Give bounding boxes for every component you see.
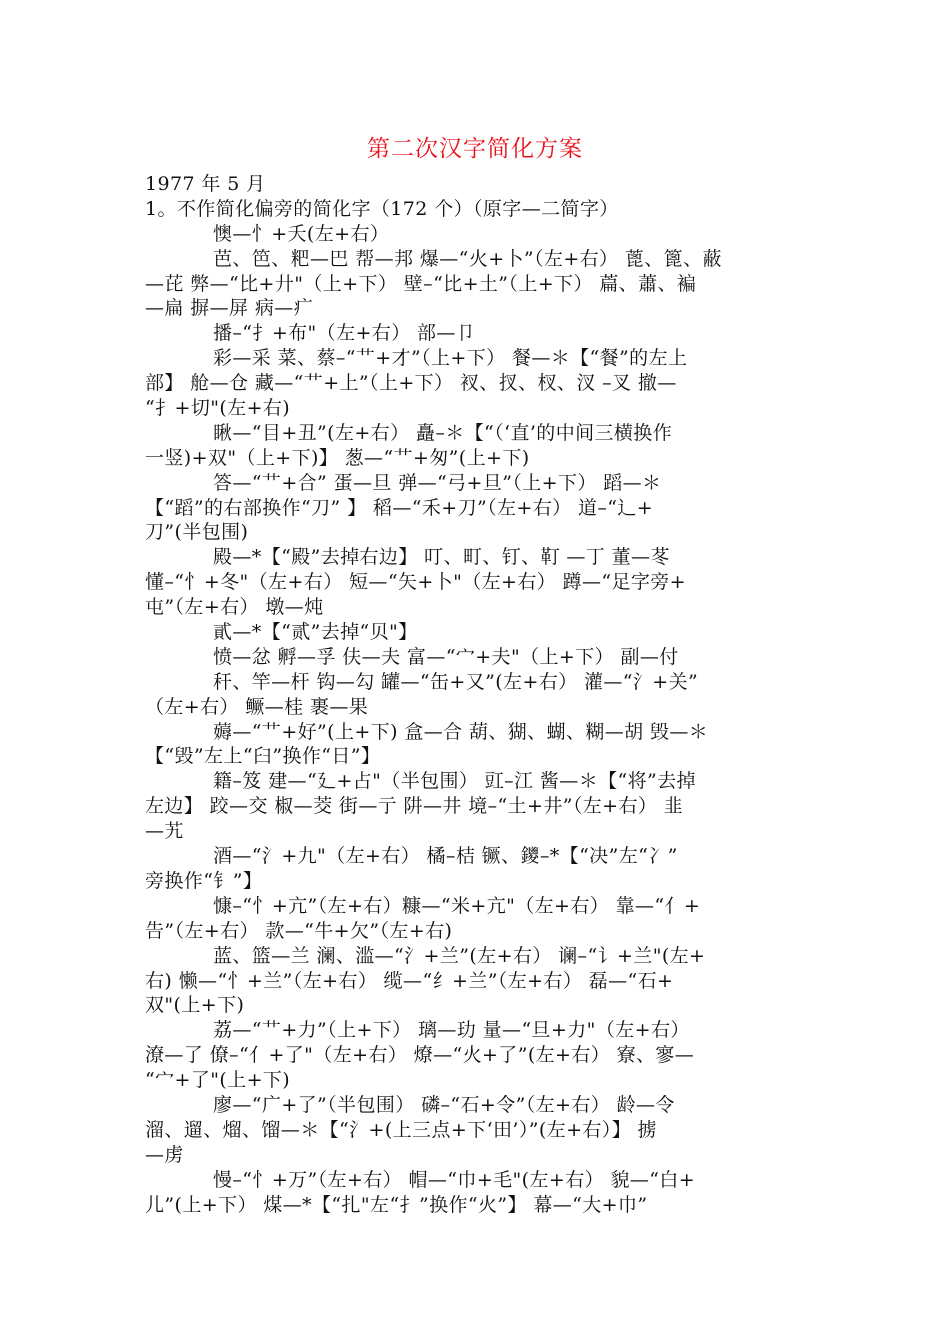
text-line: 秆、竿—杆 钩—勾 罐—“缶+又”(左+右） 灌—“氵+关” (213, 670, 699, 693)
text-line: 旁换作“钅”】 (145, 869, 263, 892)
text-line: 屯”（左+右） 墩—炖 (145, 596, 324, 619)
text-line: 播–“扌+布"（左+右） 部—卩 (213, 322, 476, 345)
text-line: （左+右） 鳜—桂 裹—果 (145, 695, 369, 718)
text-line: 貳—*【“贰”去掉“贝"】 (213, 621, 418, 644)
text-line: 廖—“广+了”（半包围） 磷–“石+令”（左+右） 龄—令 (213, 1093, 675, 1116)
text-line: “扌+切"(左+右) (145, 397, 291, 420)
text-line: —扁 摒—屏 病—疒 (145, 297, 314, 320)
text-line: 【“蹈”的右部换作“刀” 】 稻—“禾+刀”（左+右） 道–“辶+ (145, 496, 654, 519)
text-line: 潦—了 僚–“亻+了"（左+右） 燎—“火+了”(左+右） 寮、寥— (145, 1044, 695, 1067)
text-line: —艽 (145, 820, 184, 843)
text-line: 薅—“艹+好”(上+下) 盒—合 葫、猢、蝴、糊—胡 毁—＊ (213, 720, 709, 743)
document-body (145, 172, 809, 1217)
text-line: 左边】 跤—交 椒—茭 街—亍 阱—井 境–“土+井”（左+右） 韭 (145, 795, 684, 818)
text-line: —虏 (145, 1143, 184, 1166)
document-title: 第二次汉字简化方案 (367, 136, 583, 162)
text-line: 右) 懒—“忄+兰”（左+右） 缆—“纟+兰”（左+右） 磊—“石+ (145, 969, 674, 992)
text-line: 慷–“忄+亢”（左+右）糠—“米+亢"（左+右） 靠—“亻+ (213, 894, 701, 917)
text-line: 告”（左+右） 款—“牛+欠”（左+右) (145, 919, 453, 942)
text-line: 酒—“氵+九"（左+右） 橘–桔 镢、鑁–*【“决”左“冫” (213, 845, 678, 868)
text-line: 答—“艹+合” 蛋—旦 弹—“弓+旦”（上+下） 蹈—＊ (213, 471, 662, 494)
text-line: 部】 舱—仓 藏—“艹+上”（上+下） 衩、扠、杈、汊 –叉 撤— (145, 372, 677, 395)
text-line: 1。不作简化偏旁的简化字（172 个）（原字—二简字） (145, 197, 619, 220)
text-line: —芘 弊—“比+廾"（上+下） 壁–“比+土”（上+下） 萹、蕭、褊 (145, 272, 697, 295)
text-line: 蓝、篮—兰 澜、滥—“氵+兰”(左+右） 谰–“讠+兰"(左+ (213, 944, 706, 967)
text-line: 刀”(半包围) (145, 521, 249, 544)
text-line: 懊—忄+夭(左+右） (213, 222, 390, 245)
text-line: 慢–“忄+万”（左+右） 帽—“巾+毛"(左+右） 貌—“白+ (213, 1168, 696, 1191)
text-line: 芭、笆、粑—巴 帮—邦 爆—“火+卜”（左+右） 蓖、篦、蔽 (213, 247, 722, 270)
text-line: 瞅—“目+丑”(左+右） 矗–＊【“（‘直’的中间三横换作 (213, 421, 673, 444)
text-line: 彩—采 菜、蔡–“艹+才”（上+下） 餐—＊【“餐”的左上 (213, 347, 688, 370)
text-line: “宀+了"(上+下) (145, 1069, 291, 1092)
text-line: 懂–“忄+冬"（左+右） 短—“矢+卜"（左+右） 蹲—“足字旁+ (145, 571, 686, 594)
text-line: 儿”(上+下） 煤—*【“扎"左“扌”换作“火”】 幕—“大+巾” (145, 1193, 648, 1216)
text-line: 【“毁”左上“臼”换作“日”】 (145, 745, 381, 768)
text-line: 籍–笈 建—“廴+占"（半包围） 豇–江 酱—＊【“将”去掉 (213, 770, 696, 793)
text-line: 殿—*【“殿”去掉右边】 叮、町、钉、靪 —丁 董—苳 (213, 546, 670, 569)
text-line: 1977 年 5 月 (145, 173, 266, 195)
text-line: 荔—“艹+力”（上+下） 璃—玏 量—“旦+力"（左+右） (213, 1019, 690, 1042)
text-line: 双"(上+下) (145, 994, 245, 1017)
text-line: 愤—忿 孵—孚 伕—夫 富—“宀+夫"（上+下） 副—付 (213, 645, 679, 668)
text-line: 溜、遛、熘、馏—＊【“氵+(上三点+下‘田’）”(左+右）】 掳 (145, 1118, 657, 1141)
text-line: 一竖)+双"（上+下)】 葱—“艹+匆”(上+下) (145, 446, 530, 469)
